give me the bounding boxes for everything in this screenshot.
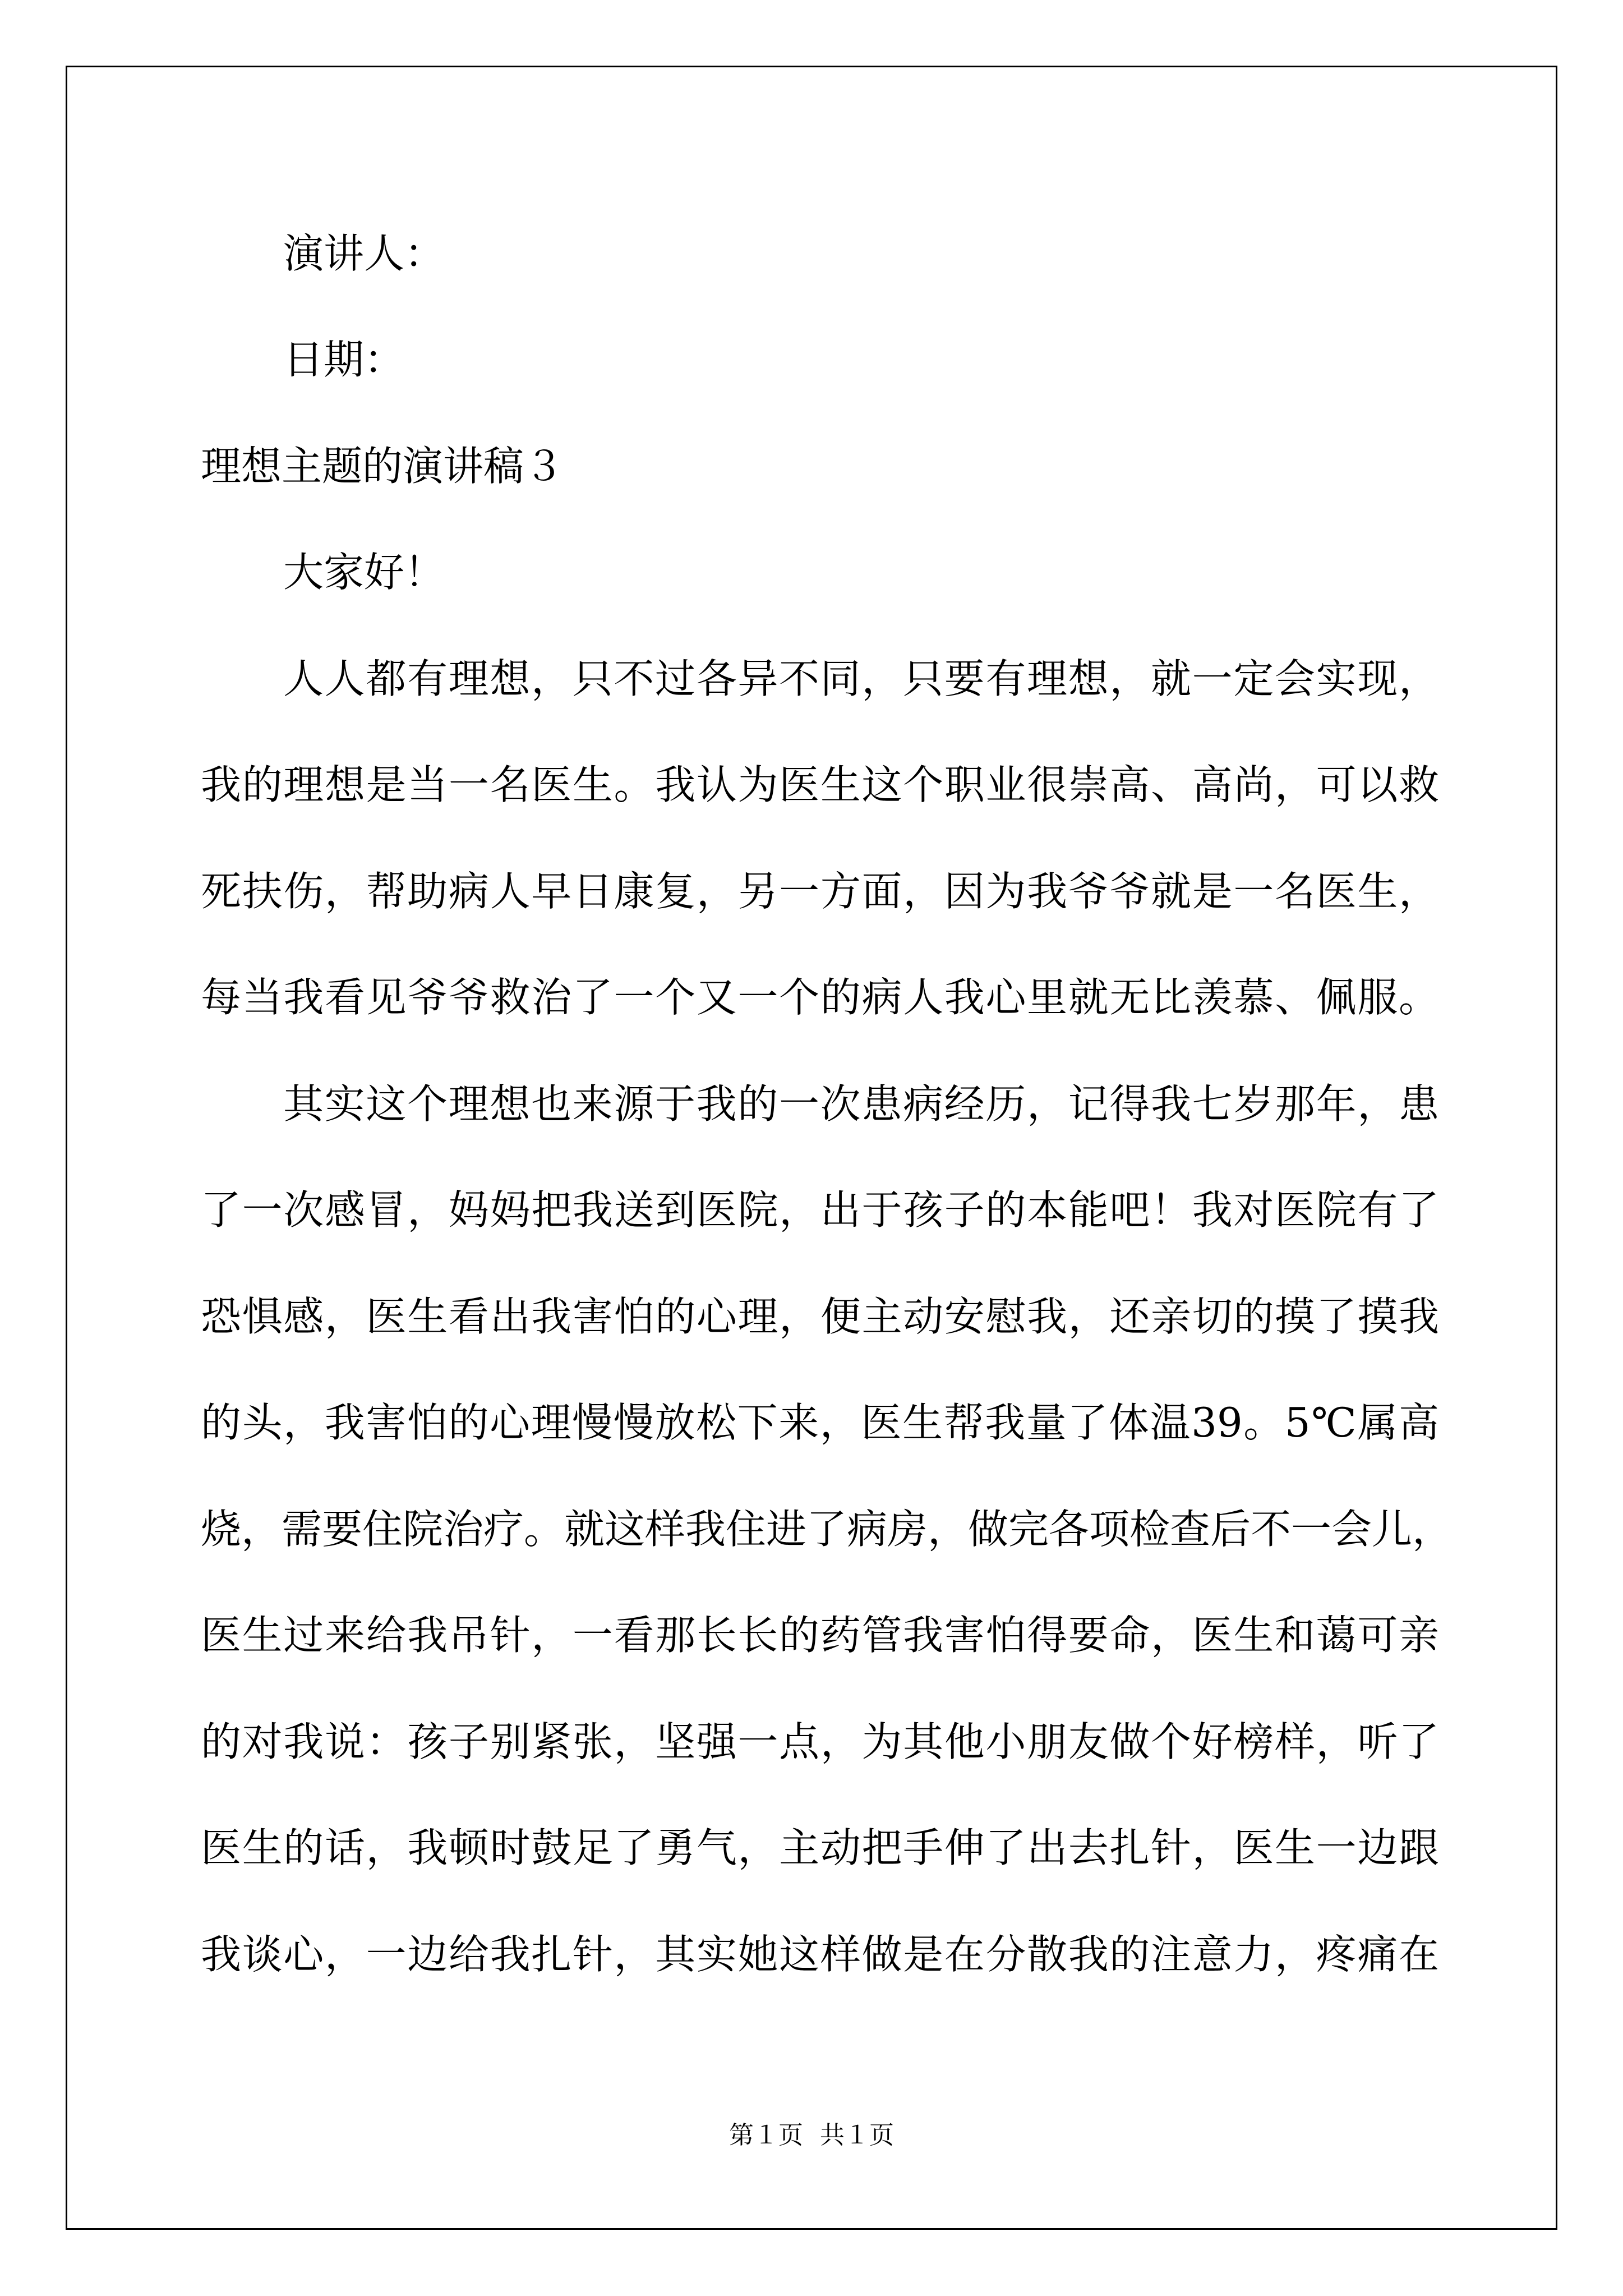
- body-line: 其实这个理想也来源于我的一次患病经历，记得我七岁那年，患: [283, 1080, 1439, 1128]
- body-line: 烧，需要住院治疗。就这样我住进了病房，做完各项检查后不一会儿，: [201, 1506, 1453, 1553]
- page-border: [66, 66, 1557, 2230]
- document-title: 理想主题的演讲稿３: [201, 443, 565, 490]
- body-line: 我谈心，一边给我扎针，其实她这样做是在分散我的注意力，疼痛在: [201, 1931, 1439, 1978]
- body-line: 每当我看见爷爷救治了一个又一个的病人我心里就无比羡慕、佩服。: [201, 974, 1439, 1021]
- body-line: 我的理想是当一名医生。我认为医生这个职业很崇高、高尚，可以救: [201, 761, 1439, 808]
- body-line: 死扶伤，帮助病人早日康复，另一方面，因为我爷爷就是一名医生，: [201, 868, 1439, 915]
- body-line: 的头，我害怕的心理慢慢放松下来，医生帮我量了体温39。5℃属高: [201, 1399, 1439, 1446]
- body-line: 恐惧感，医生看出我害怕的心理，便主动安慰我，还亲切的摸了摸我: [201, 1293, 1439, 1340]
- date-label: 日期：: [283, 336, 405, 383]
- page-total: 共１页: [820, 2121, 894, 2150]
- page-number: 第１页: [729, 2121, 803, 2150]
- body-line: 了一次感冒，妈妈把我送到医院，出于孩子的本能吧！我对医院有了: [201, 1186, 1439, 1234]
- body-line: 人人都有理想，只不过各异不同，只要有理想，就一定会实现，: [283, 655, 1439, 702]
- body-line: 的对我说：孩子别紧张，坚强一点，为其他小朋友做个好榜样，听了: [201, 1718, 1439, 1765]
- page-footer: [0, 2123, 1623, 2148]
- body-line: 医生的话，我顿时鼓足了勇气，主动把手伸了出去扎针，医生一边跟: [201, 1824, 1439, 1871]
- speaker-label: 演讲人：: [283, 230, 445, 277]
- greeting: 大家好！: [283, 549, 445, 596]
- body-line: 医生过来给我吊针，一看那长长的药管我害怕得要命，医生和蔼可亲: [201, 1612, 1439, 1659]
